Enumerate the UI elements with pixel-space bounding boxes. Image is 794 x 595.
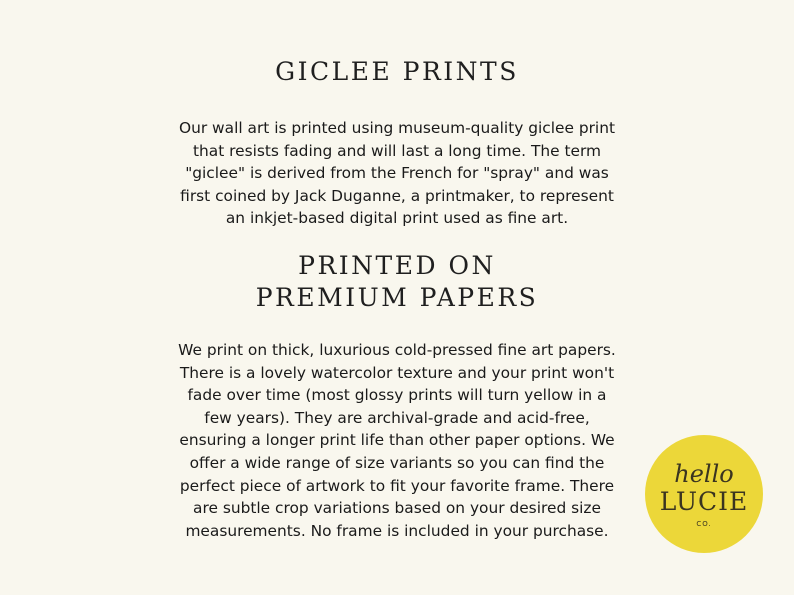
papers-description <box>117 339 677 542</box>
paragraph-line: ensuring a longer print life than other paper options. We <box>179 431 615 450</box>
paragraph-line: "giclee" is derived from the French for "spray" and was <box>185 164 609 183</box>
paragraph-line: first coined by Jack Duganne, a printmaker, to represent <box>180 186 614 205</box>
paragraph-line: few years). They are archival-grade and acid-free, <box>204 408 590 427</box>
logo-co-text: CO. <box>696 520 712 528</box>
paragraph-line: are subtle crop variations based on your desired size <box>193 499 601 518</box>
title-line: PRINTED ON <box>298 251 496 280</box>
logo-hello-text: hello <box>674 460 734 488</box>
paragraph-line: measurements. No frame is included in your purchase. <box>185 521 609 540</box>
giclee-description <box>117 117 677 230</box>
paragraph-line: an inkjet-based digital print used as fine art. <box>225 209 569 228</box>
logo-lucie-text: LUCIE <box>659 487 749 516</box>
paragraph-line: fade over time (most glossy prints will turn yellow in a <box>187 386 607 405</box>
section-title-giclee-prints <box>0 56 794 88</box>
section-title-premium-papers <box>0 250 794 314</box>
paragraph-line: Our wall art is printed using museum-quality giclee print <box>178 119 616 137</box>
paragraph-line: There is a lovely watercolor texture and your print won't <box>179 363 615 382</box>
paragraph-line: perfect piece of artwork to fit your favorite frame. There <box>179 476 615 495</box>
paragraph-line: We print on thick, luxurious cold-pressed fine art papers. <box>178 341 616 359</box>
title-line: PREMIUM PAPERS <box>255 283 539 312</box>
paragraph-line: that resists fading and will last a long time. The term <box>192 141 602 160</box>
title-line: GICLEE PRINTS <box>275 57 519 86</box>
paragraph-line: offer a wide range of size variants so you can find the <box>189 453 605 472</box>
hello-lucie-logo <box>645 435 763 553</box>
